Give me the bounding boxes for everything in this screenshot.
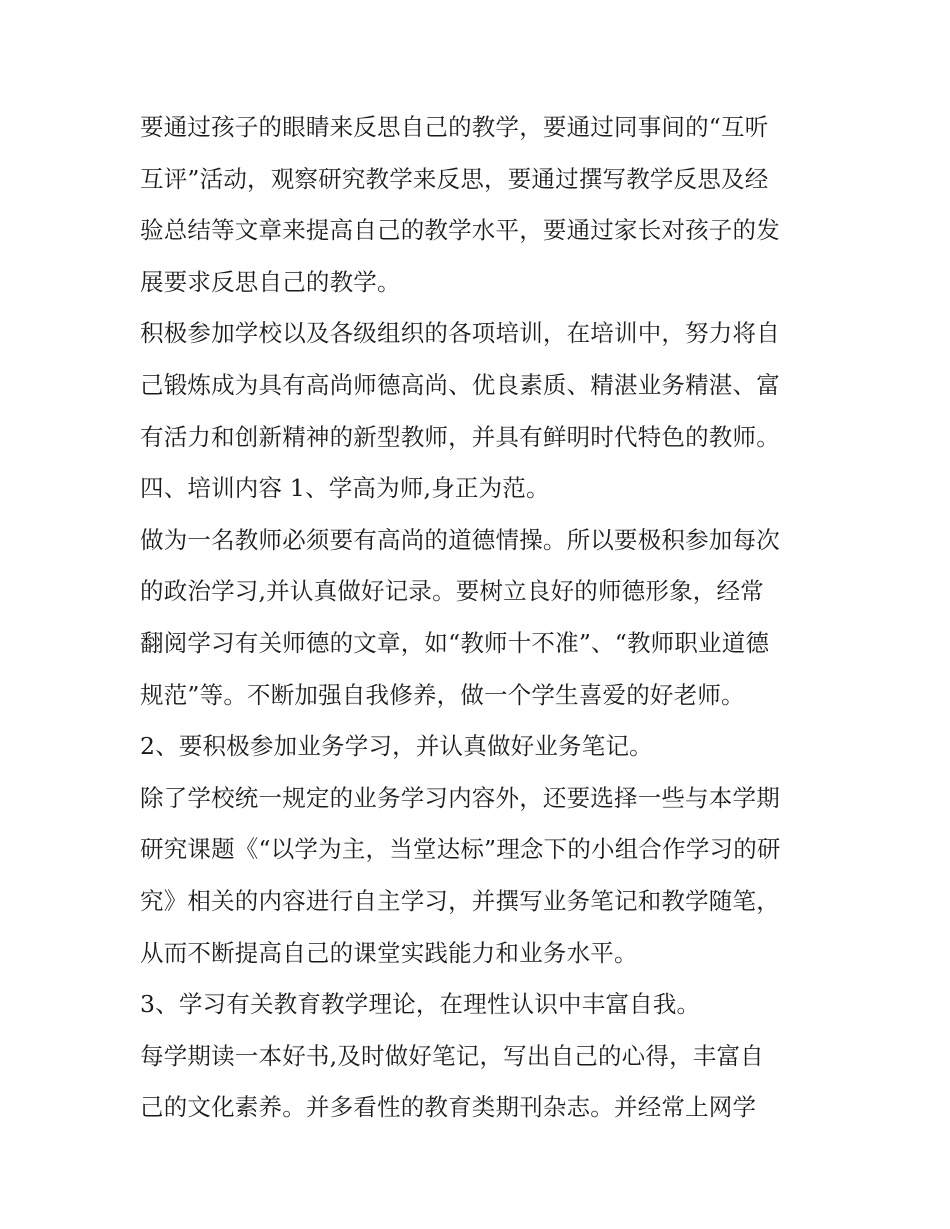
text-line: 验总结等文章来提高自己的教学水平，要通过家长对孩子的发 [140,216,780,245]
text-line: 的政治学习,并认真做好记录。要树立良好的师德形象，经常 [140,577,764,606]
text-line: 有活力和创新精神的新型教师，并具有鲜明时代特色的教师。 [140,422,780,451]
section-heading: 2、要积极参加业务学习，并认真做好业务笔记。 [140,732,653,761]
document-body [140,102,820,1134]
text-line: 每学期读一本好书,及时做好笔记，写出自己的心得，丰富自 [140,1041,764,1070]
text-line: 展要求反思自己的教学。 [140,267,401,296]
text-line: 己的文化素养。并多看性的教育类期刊杂志。并经常上网学 [140,1093,757,1122]
text-line: 己锻炼成为具有高尚师德高尚、优良素质、精湛业务精湛、富 [140,370,780,399]
section-heading: 3、学习有关教育教学理论，在理性认识中丰富自我。 [140,990,701,1019]
text-line: 做为一名教师必须要有高尚的道德情操。所以要极积参加每次 [140,525,780,554]
text-line: 研究课题《“以学为主，当堂达标”理念下的小组合作学习的研 [140,835,781,864]
section-heading: 四、培训内容 1、学高为师,身正为范。 [140,474,550,503]
text-line: 从而不断提高自己的课堂实践能力和业务水平。 [140,938,638,967]
text-line: 翻阅学习有关师德的文章，如“教师十不准”、“教师职业道德 [140,628,770,657]
text-line: 规范”等。不断加强自我修养，做一个学生喜爱的好老师。 [140,680,745,709]
text-line: 互评”活动，观察研究教学来反思，要通过撰写教学反思及经 [140,164,769,193]
text-line: 除了学校统一规定的业务学习内容外，还要选择一些与本学期 [140,783,780,812]
text-line: 要通过孩子的眼睛来反思自己的教学，要通过同事间的“互听 [140,113,769,141]
text-line: 积极参加学校以及各级组织的各项培训，在培训中，努力将自 [140,319,780,348]
text-line: 究》相关的内容进行自主学习，并撰写业务笔记和教学随笔， [140,886,780,915]
